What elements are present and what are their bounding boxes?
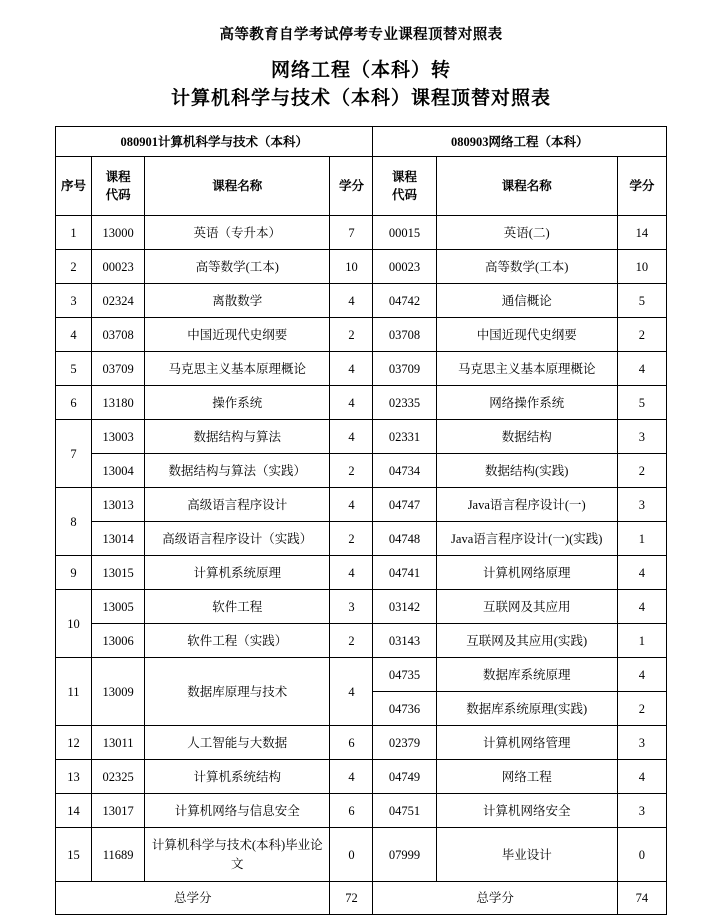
col-header-code-right: 课程 代码 [373,157,436,216]
col-header-seq: 序号 [56,157,92,216]
cell-credit-left: 4 [330,352,373,386]
cell-name-right: 网络操作系统 [436,386,617,420]
cell-code-right: 04751 [373,794,436,828]
cell-credit-right: 3 [617,488,666,522]
cell-seq: 11 [56,658,92,726]
cell-code-right: 04741 [373,556,436,590]
cell-code-right: 04734 [373,454,436,488]
cell-credit-right: 4 [617,352,666,386]
cell-credit-right: 0 [617,828,666,882]
cell-name-left: 马克思主义基本原理概论 [145,352,330,386]
table-row [56,794,667,828]
cell-code-left: 03709 [92,352,145,386]
cell-code-right: 02335 [373,386,436,420]
cell-name-right: 中国近现代史纲要 [436,318,617,352]
page-title-line-1: 网络工程（本科）转 [270,60,451,82]
table-row [56,590,667,624]
cell-code-left: 13009 [92,658,145,726]
cell-name-right: 数据库系统原理(实践) [436,692,617,726]
cell-name-right: 数据结构(实践) [436,454,617,488]
cell-credit-right: 10 [617,250,666,284]
table-row [56,386,667,420]
cell-credit-left: 10 [330,250,373,284]
cell-credit-left: 0 [330,828,373,882]
cell-code-right: 02379 [373,726,436,760]
major-title-left: 080901计算机科学与技术（本科） [56,127,373,157]
cell-code-right: 04736 [373,692,436,726]
cell-code-left: 02325 [92,760,145,794]
cell-name-left: 高等数学(工本) [145,250,330,284]
cell-code-left: 11689 [92,828,145,882]
col-header-credit-left: 学分 [330,157,373,216]
table-row [56,624,667,658]
cell-name-left: 高级语言程序设计（实践） [145,522,330,556]
cell-credit-left: 4 [330,658,373,726]
page-title [0,57,722,112]
cell-name-right: 计算机网络管理 [436,726,617,760]
cell-code-right: 03708 [373,318,436,352]
cell-name-left: 中国近现代史纲要 [145,318,330,352]
cell-code-right: 07999 [373,828,436,882]
table-row [56,352,667,386]
cell-name-right: 毕业设计 [436,828,617,882]
cell-seq: 2 [56,250,92,284]
table-row [56,828,667,882]
table-row [56,522,667,556]
table-major-header-row [56,127,667,157]
cell-code-right: 00015 [373,216,436,250]
document-header-title: 高等教育自学考试停考专业课程顶替对照表 [219,27,503,43]
cell-code-left: 00023 [92,250,145,284]
table-row [56,420,667,454]
cell-code-left: 13013 [92,488,145,522]
table-row [56,726,667,760]
cell-credit-right: 14 [617,216,666,250]
col-header-code-left: 课程 代码 [92,157,145,216]
cell-code-right: 04749 [373,760,436,794]
table-row [56,488,667,522]
cell-name-left: 软件工程 [145,590,330,624]
cell-seq: 6 [56,386,92,420]
total-label-right: 总学分 [373,882,617,915]
cell-seq: 9 [56,556,92,590]
cell-code-right: 00023 [373,250,436,284]
cell-seq: 13 [56,760,92,794]
cell-code-left: 13180 [92,386,145,420]
cell-credit-right: 4 [617,658,666,692]
cell-name-left: 英语（专升本） [145,216,330,250]
cell-credit-right: 4 [617,760,666,794]
cell-credit-left: 7 [330,216,373,250]
cell-seq: 1 [56,216,92,250]
cell-code-right: 04748 [373,522,436,556]
cell-name-left: 人工智能与大数据 [145,726,330,760]
cell-name-left: 软件工程（实践） [145,624,330,658]
cell-seq: 4 [56,318,92,352]
cell-credit-left: 6 [330,794,373,828]
cell-seq: 10 [56,590,92,658]
cell-credit-right: 3 [617,794,666,828]
cell-seq: 12 [56,726,92,760]
cell-code-right: 04735 [373,658,436,692]
cell-name-left: 计算机系统原理 [145,556,330,590]
course-comparison-table [55,126,667,915]
cell-name-left: 数据结构与算法 [145,420,330,454]
cell-credit-right: 2 [617,454,666,488]
cell-credit-right: 1 [617,522,666,556]
cell-name-right: 通信概论 [436,284,617,318]
cell-credit-right: 5 [617,284,666,318]
cell-credit-right: 5 [617,386,666,420]
table-row [56,658,667,692]
cell-credit-left: 4 [330,488,373,522]
cell-credit-left: 4 [330,386,373,420]
col-header-name-right: 课程名称 [436,157,617,216]
cell-credit-left: 4 [330,420,373,454]
cell-credit-left: 2 [330,522,373,556]
cell-seq: 15 [56,828,92,882]
cell-code-right: 03142 [373,590,436,624]
cell-name-right: 网络工程 [436,760,617,794]
cell-code-left: 13017 [92,794,145,828]
cell-credit-left: 6 [330,726,373,760]
cell-code-left: 13003 [92,420,145,454]
cell-code-left: 13004 [92,454,145,488]
total-label-left: 总学分 [56,882,330,915]
cell-code-right: 03709 [373,352,436,386]
cell-credit-right: 4 [617,590,666,624]
cell-code-left: 13014 [92,522,145,556]
col-header-name-left: 课程名称 [145,157,330,216]
cell-credit-left: 3 [330,590,373,624]
cell-name-right: 互联网及其应用 [436,590,617,624]
table-row [56,284,667,318]
major-title-right: 080903网络工程（本科） [373,127,667,157]
cell-name-left: 数据库原理与技术 [145,658,330,726]
cell-credit-right: 2 [617,692,666,726]
comparison-table-wrap [55,126,667,915]
cell-name-right: 数据库系统原理 [436,658,617,692]
cell-name-right: 数据结构 [436,420,617,454]
cell-name-left: 操作系统 [145,386,330,420]
cell-name-left: 计算机网络与信息安全 [145,794,330,828]
cell-seq: 5 [56,352,92,386]
cell-code-left: 13006 [92,624,145,658]
table-column-header-row [56,157,667,216]
cell-credit-left: 2 [330,624,373,658]
total-value-right: 74 [617,882,666,915]
cell-name-right: Java语言程序设计(一)(实践) [436,522,617,556]
cell-credit-left: 4 [330,284,373,318]
table-row [56,454,667,488]
table-row [56,760,667,794]
cell-name-left: 离散数学 [145,284,330,318]
cell-name-left: 高级语言程序设计 [145,488,330,522]
cell-code-right: 04742 [373,284,436,318]
cell-name-right: 高等数学(工本) [436,250,617,284]
table-row [56,250,667,284]
table-row [56,216,667,250]
table-total-row [56,882,667,915]
cell-name-left: 计算机系统结构 [145,760,330,794]
cell-name-right: Java语言程序设计(一) [436,488,617,522]
cell-name-left: 数据结构与算法（实践） [145,454,330,488]
table-row [56,318,667,352]
cell-seq: 8 [56,488,92,556]
cell-code-left: 03708 [92,318,145,352]
cell-seq: 14 [56,794,92,828]
cell-name-right: 马克思主义基本原理概论 [436,352,617,386]
cell-credit-right: 4 [617,556,666,590]
cell-credit-left: 4 [330,760,373,794]
page-title-line-2: 计算机科学与技术（本科）课程顶替对照表 [170,87,551,109]
col-header-credit-right: 学分 [617,157,666,216]
cell-name-right: 计算机网络原理 [436,556,617,590]
cell-code-left: 13015 [92,556,145,590]
cell-seq: 7 [56,420,92,488]
cell-code-left: 13011 [92,726,145,760]
cell-code-left: 13005 [92,590,145,624]
cell-credit-right: 3 [617,726,666,760]
cell-code-right: 04747 [373,488,436,522]
table-row [56,556,667,590]
cell-credit-right: 3 [617,420,666,454]
cell-code-right: 03143 [373,624,436,658]
cell-credit-left: 4 [330,556,373,590]
cell-code-left: 13000 [92,216,145,250]
cell-seq: 3 [56,284,92,318]
cell-code-left: 02324 [92,284,145,318]
cell-name-right: 互联网及其应用(实践) [436,624,617,658]
cell-name-right: 计算机网络安全 [436,794,617,828]
cell-credit-right: 2 [617,318,666,352]
cell-code-right: 02331 [373,420,436,454]
cell-credit-left: 2 [330,318,373,352]
cell-name-left: 计算机科学与技术(本科)毕业论 文 [145,828,330,882]
cell-credit-left: 2 [330,454,373,488]
title-block [0,0,722,112]
cell-name-right: 英语(二) [436,216,617,250]
total-value-left: 72 [330,882,373,915]
cell-credit-right: 1 [617,624,666,658]
